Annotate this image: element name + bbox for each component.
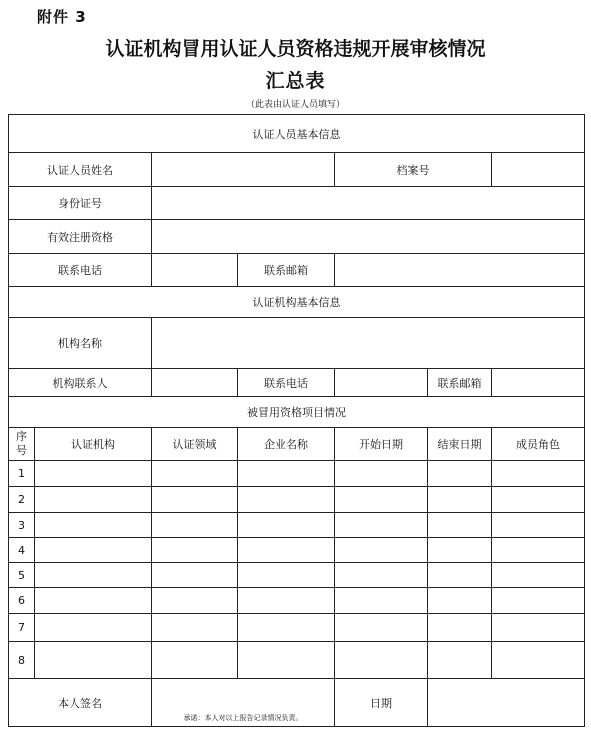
row-cell-field[interactable] [152,614,238,642]
personnel-email-field[interactable] [335,254,585,287]
table-row [9,461,585,487]
row-cell-organization[interactable] [35,487,152,513]
row-cell-field[interactable] [152,487,238,513]
row-number: 7 [9,614,35,642]
table-row [9,563,585,588]
document-subtitle: （此表由认证人员填写） [245,100,345,110]
signature-row [9,679,585,727]
row-cell-member-role[interactable] [492,588,585,614]
row-cell-end-date[interactable] [428,563,492,588]
row-cell-start-date[interactable] [335,487,428,513]
id-number-field[interactable] [152,187,585,220]
organization-contact-field[interactable] [152,369,238,397]
row-cell-end-date[interactable] [428,614,492,642]
row-number: 4 [9,538,35,563]
organization-phone-label: 联系电话 [238,369,335,397]
row-cell-field[interactable] [152,461,238,487]
organization-email-field[interactable] [492,369,585,397]
personnel-name-row [9,153,585,187]
row-cell-member-role[interactable] [492,642,585,679]
row-cell-end-date[interactable] [428,642,492,679]
column-header-seq-bottom: 号 [16,444,27,457]
row-cell-member-role[interactable] [492,614,585,642]
column-header-company: 企业名称 [238,428,335,461]
row-cell-end-date[interactable] [428,513,492,538]
row-cell-start-date[interactable] [335,614,428,642]
row-cell-field[interactable] [152,513,238,538]
column-header-seq [9,428,35,461]
signature-label: 本人签名 [9,679,152,727]
row-cell-company[interactable] [238,487,335,513]
row-cell-end-date[interactable] [428,461,492,487]
row-number: 2 [9,487,35,513]
row-cell-member-role[interactable] [492,563,585,588]
row-cell-start-date[interactable] [335,588,428,614]
summary-form-table [8,114,585,727]
row-cell-start-date[interactable] [335,513,428,538]
file-number-field[interactable] [492,153,585,187]
row-number: 6 [9,588,35,614]
document-title-line-2: 汇总表 [265,70,326,92]
row-number: 8 [9,642,35,679]
personnel-name-field[interactable] [152,153,335,187]
row-cell-member-role[interactable] [492,538,585,563]
row-cell-organization[interactable] [35,513,152,538]
row-cell-end-date[interactable] [428,487,492,513]
personnel-email-label: 联系邮箱 [238,254,335,287]
row-cell-member-role[interactable] [492,513,585,538]
date-field[interactable] [428,679,585,727]
column-header-member-role: 成员角色 [492,428,585,461]
organization-name-row [9,318,585,369]
row-cell-organization[interactable] [35,588,152,614]
organization-name-field[interactable] [152,318,585,369]
organization-name-label: 机构名称 [9,318,152,369]
row-cell-field[interactable] [152,538,238,563]
row-cell-start-date[interactable] [335,538,428,563]
row-cell-organization[interactable] [35,614,152,642]
row-cell-company[interactable] [238,538,335,563]
personnel-section-heading: 认证人员基本信息 [9,115,585,153]
row-cell-start-date[interactable] [335,642,428,679]
column-header-start-date: 开始日期 [335,428,428,461]
projects-column-header-row [9,428,585,461]
row-cell-member-role[interactable] [492,487,585,513]
projects-section-heading: 被冒用资格项目情况 [9,397,585,428]
column-header-seq-top: 序 [16,430,27,443]
personnel-name-label: 认证人员姓名 [9,153,152,187]
row-cell-company[interactable] [238,642,335,679]
row-cell-member-role[interactable] [492,461,585,487]
row-cell-end-date[interactable] [428,538,492,563]
file-number-label: 档案号 [335,153,492,187]
row-cell-field[interactable] [152,563,238,588]
id-number-label: 身份证号 [9,187,152,220]
personnel-contact-row [9,254,585,287]
column-header-end-date: 结束日期 [428,428,492,461]
table-row [9,538,585,563]
table-row [9,487,585,513]
row-cell-end-date[interactable] [428,588,492,614]
organization-section-heading: 认证机构基本信息 [9,287,585,318]
row-cell-company[interactable] [238,614,335,642]
table-row [9,614,585,642]
table-row [9,513,585,538]
qualification-field[interactable] [152,220,585,254]
row-cell-field[interactable] [152,588,238,614]
personnel-phone-label: 联系电话 [9,254,152,287]
row-cell-field[interactable] [152,642,238,679]
column-header-organization: 认证机构 [35,428,152,461]
personnel-heading-row [9,115,585,153]
table-row [9,588,585,614]
signature-pledge-note: 承诺：本人对以上报告记录情况负责。 [183,714,303,722]
row-cell-start-date[interactable] [335,563,428,588]
personnel-qualification-row [9,220,585,254]
date-label: 日期 [335,679,428,727]
row-cell-company[interactable] [238,513,335,538]
row-cell-company[interactable] [238,461,335,487]
attachment-label: 附件 3 [37,8,87,26]
column-header-field: 认证领域 [152,428,238,461]
row-number: 5 [9,563,35,588]
row-cell-organization[interactable] [35,642,152,679]
organization-phone-field[interactable] [335,369,428,397]
row-number: 3 [9,513,35,538]
row-number: 1 [9,461,35,487]
organization-heading-row [9,287,585,318]
personnel-phone-field[interactable] [152,254,238,287]
row-cell-organization[interactable] [35,563,152,588]
personnel-id-row [9,187,585,220]
row-cell-company[interactable] [238,563,335,588]
row-cell-company[interactable] [238,588,335,614]
organization-contact-label: 机构联系人 [9,369,152,397]
organization-email-label: 联系邮箱 [428,369,492,397]
signature-field[interactable] [152,679,335,727]
row-cell-start-date[interactable] [335,461,428,487]
projects-heading-row [9,397,585,428]
organization-contact-row [9,369,585,397]
qualification-label: 有效注册资格 [9,220,152,254]
row-cell-organization[interactable] [35,538,152,563]
row-cell-organization[interactable] [35,461,152,487]
document-title: 认证机构冒用认证人员资格违规开展审核情况 [105,38,486,60]
table-row [9,642,585,679]
